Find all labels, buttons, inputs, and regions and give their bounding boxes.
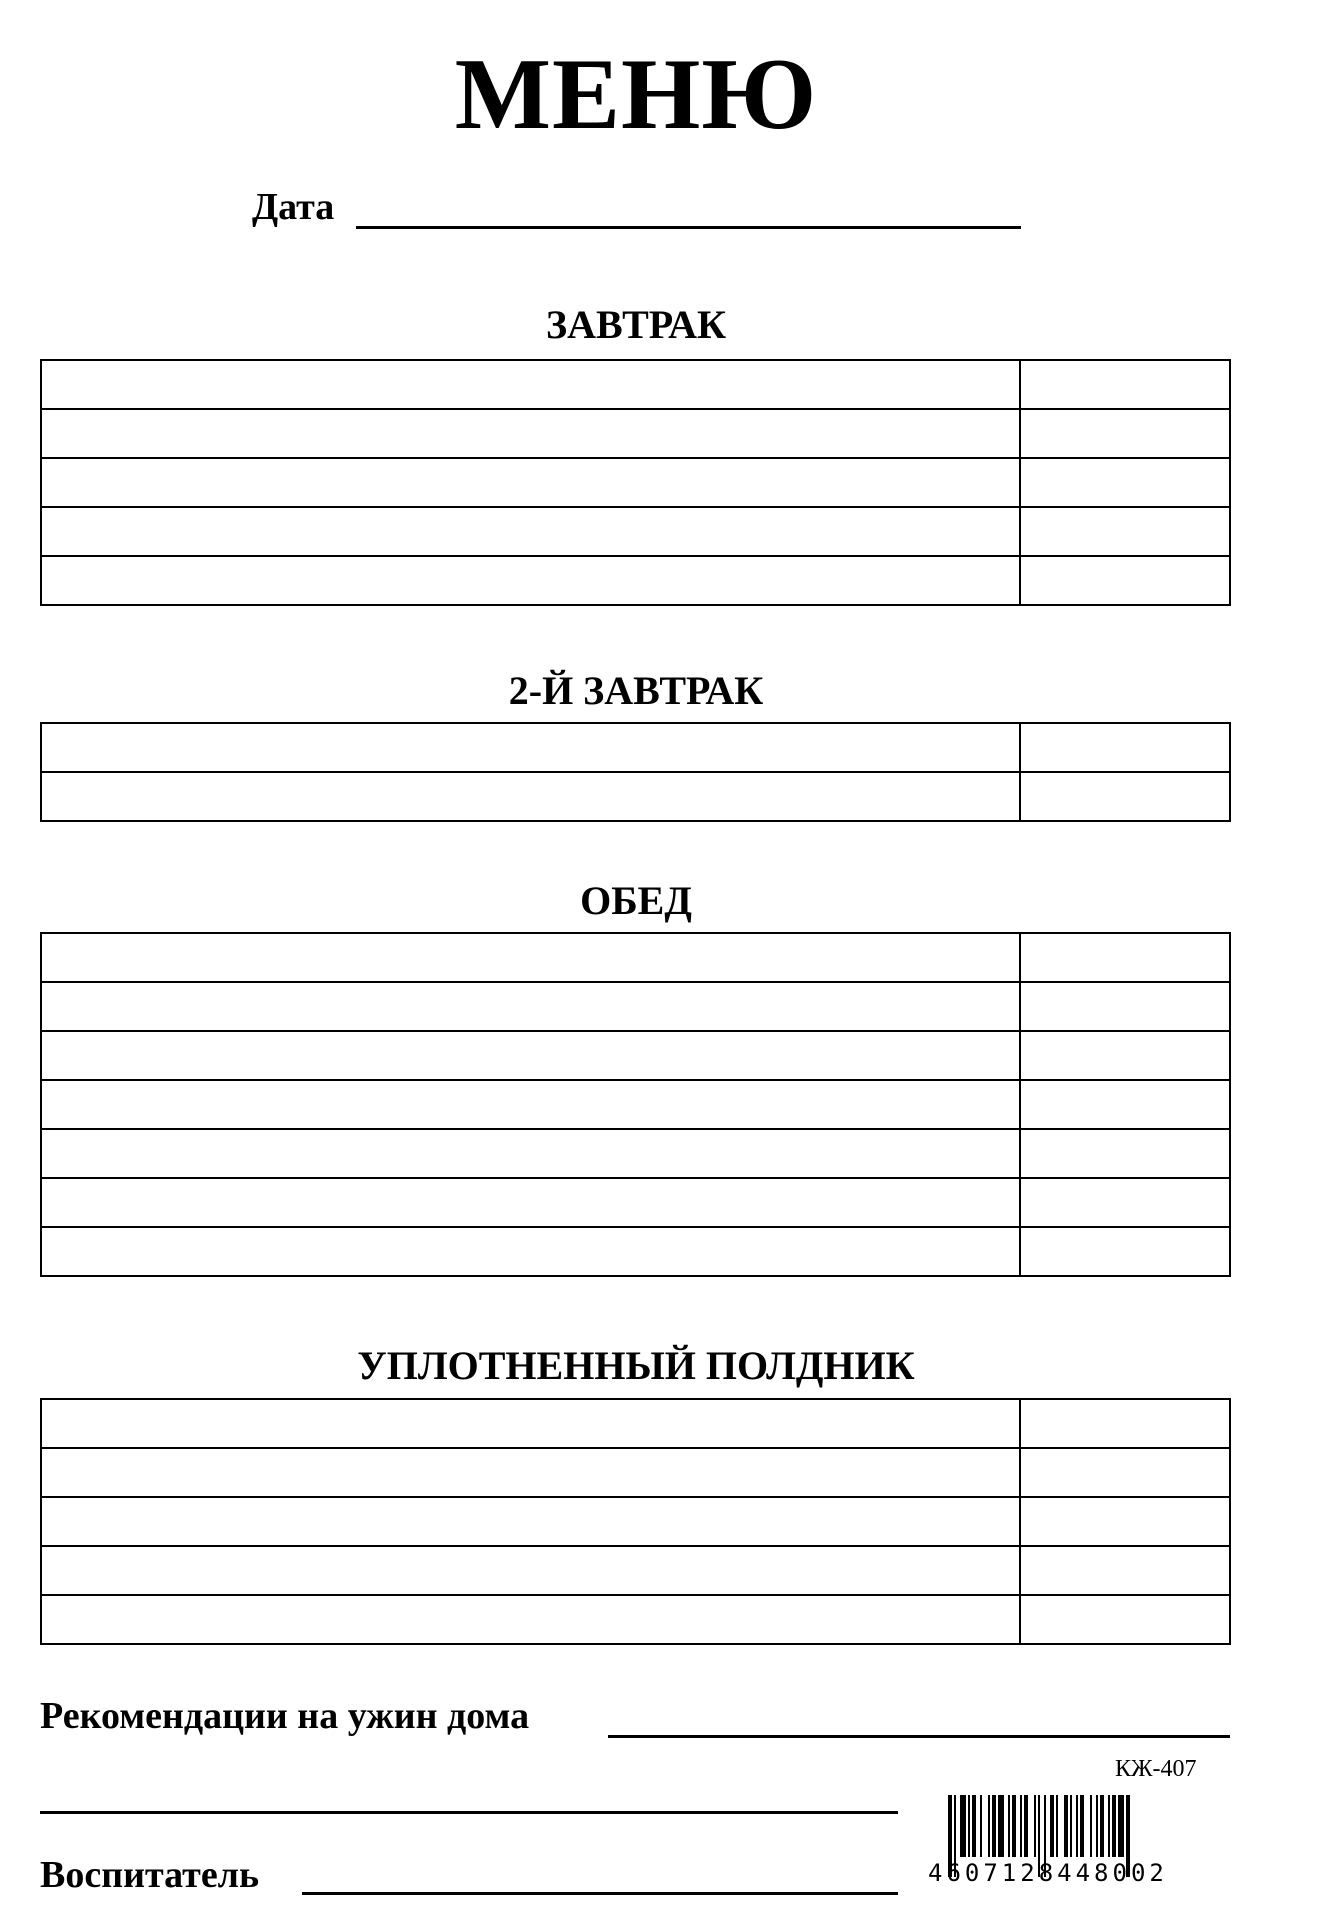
dish-cell[interactable] bbox=[41, 933, 1020, 982]
barcode-bar bbox=[1076, 1795, 1078, 1857]
table-row bbox=[41, 772, 1230, 821]
barcode-bar bbox=[972, 1795, 976, 1857]
table-row bbox=[41, 1497, 1230, 1546]
table-row bbox=[41, 360, 1230, 409]
amount-cell[interactable] bbox=[1020, 933, 1230, 982]
barcode-bar bbox=[1012, 1795, 1016, 1857]
barcode-bar bbox=[998, 1795, 1004, 1857]
date-field[interactable] bbox=[356, 226, 1021, 229]
afternoon-snack-table bbox=[40, 1398, 1231, 1645]
barcode-bar bbox=[1024, 1795, 1028, 1857]
amount-cell[interactable] bbox=[1020, 409, 1230, 458]
barcode-bar bbox=[1020, 1795, 1022, 1857]
barcode-bar bbox=[980, 1795, 982, 1857]
teacher-signature-field[interactable] bbox=[302, 1892, 898, 1895]
amount-cell[interactable] bbox=[1020, 507, 1230, 556]
dinner-recommendations-field-line-2[interactable] bbox=[40, 1811, 898, 1814]
second-breakfast-table bbox=[40, 722, 1231, 822]
amount-cell[interactable] bbox=[1020, 1497, 1230, 1546]
amount-cell[interactable] bbox=[1020, 723, 1230, 772]
dish-cell[interactable] bbox=[41, 1129, 1020, 1178]
amount-cell[interactable] bbox=[1020, 360, 1230, 409]
dish-cell[interactable] bbox=[41, 1497, 1020, 1546]
barcode-bar bbox=[1050, 1795, 1054, 1857]
form-code: КЖ-407 bbox=[1115, 1756, 1197, 1782]
dish-cell[interactable] bbox=[41, 982, 1020, 1031]
table-row bbox=[41, 982, 1230, 1031]
table-row bbox=[41, 1448, 1230, 1497]
barcode-bar bbox=[968, 1795, 970, 1857]
amount-cell[interactable] bbox=[1020, 772, 1230, 821]
amount-cell[interactable] bbox=[1020, 458, 1230, 507]
barcode-bar bbox=[1064, 1795, 1068, 1857]
barcode-bar bbox=[960, 1795, 966, 1857]
date-label: Дата bbox=[252, 186, 335, 228]
dinner-recommendations-field[interactable] bbox=[608, 1735, 1230, 1738]
table-row bbox=[41, 1399, 1230, 1448]
barcode-bar bbox=[988, 1795, 990, 1857]
dish-cell[interactable] bbox=[41, 360, 1020, 409]
barcode-bar bbox=[1108, 1795, 1110, 1857]
barcode-bar bbox=[1090, 1795, 1092, 1857]
amount-cell[interactable] bbox=[1020, 1031, 1230, 1080]
amount-cell[interactable] bbox=[1020, 982, 1230, 1031]
section-title-lunch: ОБЕД bbox=[580, 878, 692, 923]
table-row bbox=[41, 1227, 1230, 1276]
table-row bbox=[41, 1080, 1230, 1129]
barcode-digits: 4607128448002 bbox=[928, 1859, 1168, 1887]
table-row bbox=[41, 556, 1230, 605]
dish-cell[interactable] bbox=[41, 507, 1020, 556]
dish-cell[interactable] bbox=[41, 1399, 1020, 1448]
amount-cell[interactable] bbox=[1020, 1129, 1230, 1178]
dish-cell[interactable] bbox=[41, 458, 1020, 507]
barcode bbox=[928, 1795, 1218, 1887]
dish-cell[interactable] bbox=[41, 409, 1020, 458]
table-row bbox=[41, 1129, 1230, 1178]
table-row bbox=[41, 1178, 1230, 1227]
page-title: МЕНЮ bbox=[454, 38, 818, 151]
table-row bbox=[41, 723, 1230, 772]
amount-cell[interactable] bbox=[1020, 1399, 1230, 1448]
table-row bbox=[41, 458, 1230, 507]
barcode-bar bbox=[1112, 1795, 1116, 1857]
barcode-bar bbox=[1118, 1795, 1124, 1857]
barcode-bar bbox=[1008, 1795, 1010, 1857]
barcode-bar bbox=[1080, 1795, 1084, 1857]
table-row bbox=[41, 933, 1230, 982]
amount-cell[interactable] bbox=[1020, 1227, 1230, 1276]
section-title-second-breakfast: 2-Й ЗАВТРАК bbox=[508, 668, 764, 713]
dish-cell[interactable] bbox=[41, 1080, 1020, 1129]
teacher-label: Воспитатель bbox=[40, 1854, 260, 1896]
section-title-breakfast: ЗАВТРАК bbox=[545, 302, 727, 347]
dish-cell[interactable] bbox=[41, 1178, 1020, 1227]
table-row bbox=[41, 1595, 1230, 1644]
dish-cell[interactable] bbox=[41, 556, 1020, 605]
dish-cell[interactable] bbox=[41, 772, 1020, 821]
barcode-bars bbox=[948, 1795, 1218, 1857]
amount-cell[interactable] bbox=[1020, 1546, 1230, 1595]
dish-cell[interactable] bbox=[41, 1595, 1020, 1644]
breakfast-table bbox=[40, 359, 1231, 606]
barcode-bar bbox=[1056, 1795, 1058, 1857]
barcode-bar bbox=[1034, 1795, 1036, 1857]
dish-cell[interactable] bbox=[41, 723, 1020, 772]
barcode-bar bbox=[1070, 1795, 1072, 1857]
table-row bbox=[41, 1031, 1230, 1080]
amount-cell[interactable] bbox=[1020, 1448, 1230, 1497]
dinner-recommendations-label: Рекомендации на ужин дома bbox=[40, 1695, 530, 1737]
amount-cell[interactable] bbox=[1020, 1080, 1230, 1129]
barcode-bar bbox=[1100, 1795, 1104, 1857]
barcode-bar bbox=[1096, 1795, 1098, 1857]
amount-cell[interactable] bbox=[1020, 1595, 1230, 1644]
table-row bbox=[41, 409, 1230, 458]
amount-cell[interactable] bbox=[1020, 556, 1230, 605]
barcode-bar bbox=[992, 1795, 996, 1857]
table-row bbox=[41, 1546, 1230, 1595]
dish-cell[interactable] bbox=[41, 1227, 1020, 1276]
dish-cell[interactable] bbox=[41, 1031, 1020, 1080]
lunch-table bbox=[40, 932, 1231, 1277]
table-row bbox=[41, 507, 1230, 556]
section-title-afternoon-snack: УПЛОТНЕННЫЙ ПОЛДНИК bbox=[357, 1343, 915, 1388]
amount-cell[interactable] bbox=[1020, 1178, 1230, 1227]
dish-cell[interactable] bbox=[41, 1546, 1020, 1595]
dish-cell[interactable] bbox=[41, 1448, 1020, 1497]
